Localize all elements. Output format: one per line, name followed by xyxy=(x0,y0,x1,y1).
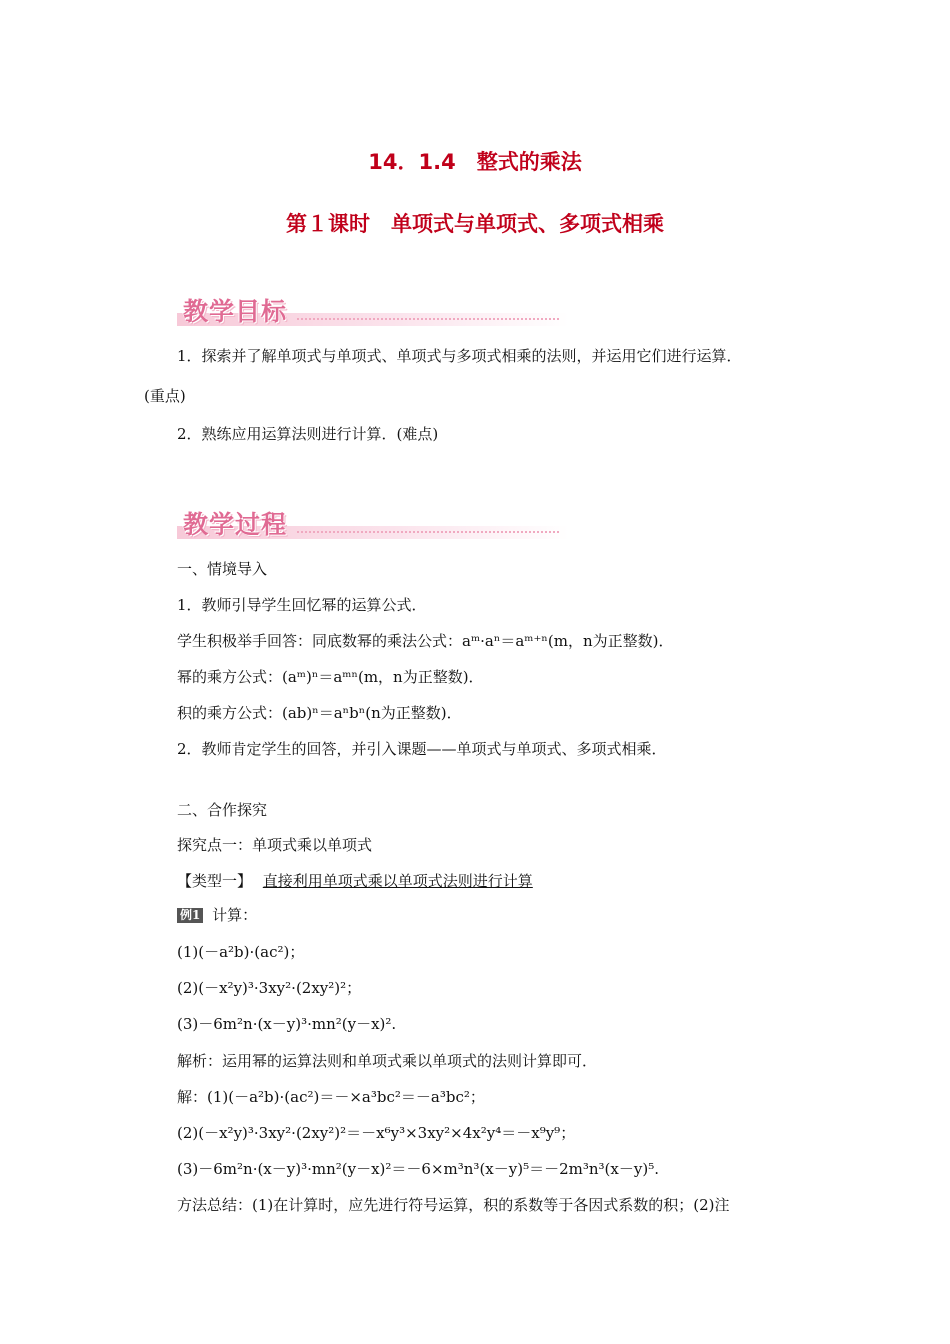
section-banner-goals xyxy=(177,292,569,328)
type-1-text: 直接利用单项式乘以单项式法则进行计算 xyxy=(262,872,533,890)
problem-2: (2)(－x²y)³·3xy²·(2xy²)²； xyxy=(177,979,362,997)
problem-1: (1)(－a²b)·(ac²)； xyxy=(177,943,305,961)
type-1-line xyxy=(177,871,533,891)
example-tag: 例1 xyxy=(177,908,203,923)
intro-line-1: 1．教师引导学生回忆幂的运算公式． xyxy=(177,596,427,614)
method-summary: 方法总结：(1)在计算时，应先进行符号运算，积的系数等于各因式系数的积；(2)注 xyxy=(177,1196,730,1214)
goal-line-1: 1．探索并了解单项式与单项式、单项式与多项式相乘的法则，并运用它们进行运算． xyxy=(177,347,742,365)
analysis-line: 解析：运用幂的运算法则和单项式乘以单项式的法则计算即可． xyxy=(177,1052,598,1070)
explore-point-1: 探究点一：单项式乘以单项式 xyxy=(177,836,373,854)
intro-line-4: 积的乘方公式：(ab)ⁿ＝aⁿbⁿ(n为正整数)． xyxy=(177,704,462,722)
example-text: 计算： xyxy=(212,906,258,924)
example-1-line xyxy=(177,905,257,925)
type-1-bracket: 【类型一】 xyxy=(177,872,253,890)
solution-3: (3)－6m²n·(x－y)³·mn²(y－x)²＝－6×m³n³(x－y)⁵＝－2m³n³(x－y)⁵. xyxy=(177,1160,659,1178)
section-banner-process xyxy=(177,505,569,541)
heading-explore: 二、合作探究 xyxy=(177,801,268,819)
solution-1: 解：(1)(－a²b)·(ac²)＝－×a³bc²＝－a³bc²； xyxy=(177,1088,485,1106)
intro-line-5: 2．教师肯定学生的回答，并引入课题——单项式与单项式、多项式相乘． xyxy=(177,740,667,758)
page-subtitle: 第１课时 单项式与单项式、多项式相乘 xyxy=(286,212,664,236)
goal-line-2: (重点) xyxy=(144,387,186,405)
intro-line-2: 学生积极举手回答：同底数幂的乘法公式：aᵐ·aⁿ＝aᵐ⁺ⁿ(m，n为正整数)． xyxy=(177,632,674,650)
banner-label: 教学过程 xyxy=(183,510,288,539)
page-title: 14．1.4 整式的乘法 xyxy=(368,150,582,174)
problem-3: (3)－6m²n·(x－y)³·mn²(y－x)². xyxy=(177,1015,397,1033)
heading-intro: 一、情境导入 xyxy=(177,560,268,578)
goal-line-3: 2．熟练应用运算法则进行计算．(难点) xyxy=(177,425,439,443)
banner-dots xyxy=(297,531,559,533)
intro-line-3: 幂的乘方公式：(aᵐ)ⁿ＝aᵐⁿ(m，n为正整数)． xyxy=(177,668,484,686)
banner-dots xyxy=(297,318,559,320)
solution-2: (2)(－x²y)³·3xy²·(2xy²)²＝－x⁶y³×3xy²×4x²y⁴＝－x⁹y⁹； xyxy=(177,1124,576,1142)
banner-label: 教学目标 xyxy=(183,297,288,326)
